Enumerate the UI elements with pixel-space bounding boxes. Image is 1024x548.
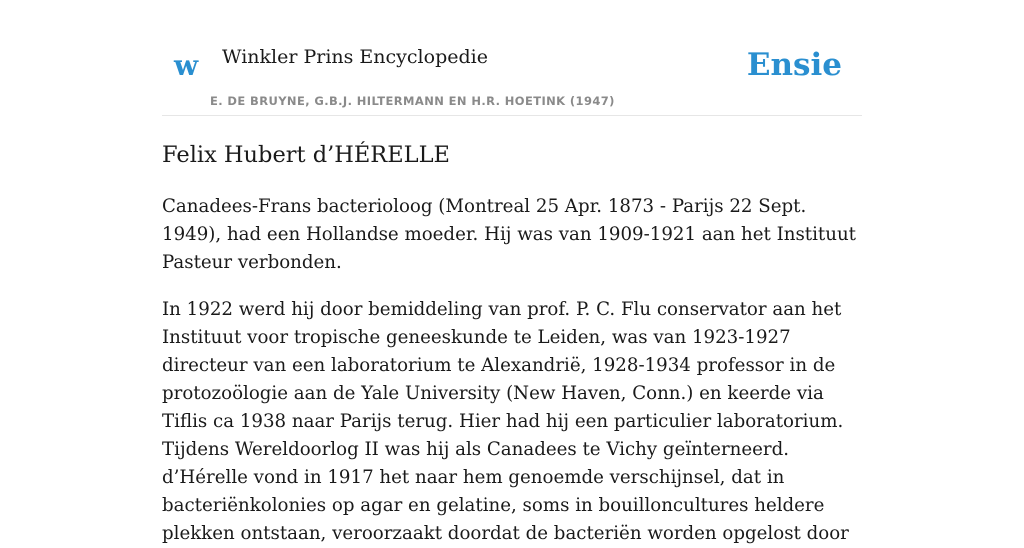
- article-title: Felix Hubert d’HÉRELLE: [162, 142, 450, 168]
- source-header: [162, 0, 862, 116]
- source-authors: E. DE BRUYNE, G.B.J. HILTERMANN EN H.R. HOETINK (1947): [210, 94, 615, 108]
- article-paragraph: In 1922 werd hij door bemiddeling van prof. P. C. Flu conservator aan het Instituut voor tropische geneeskunde te Leiden, was van 1923-1927 directeur van een laboratorium te Alexandrië, 1928-1934 professor in de protozoölogie aan de Yale University (New Haven, Conn.) en keerde via Tiflis ca 1938 naar Parijs terug. Hier had hij een particulier laboratorium. Tijdens Wereldoorlog II was hij als Canadees te Vichy geïnterneerd. d’Hérelle vond in 1917 het naar hem genoemde verschijnsel, dat in bacteriënkolonies op agar en gelatine, soms in bouilloncultures heldere plekken ontstaan, veroorzaakt doordat de bacteriën worden opgelost door: [162, 299, 849, 544]
- ensie-logo-link[interactable]: Ensie: [746, 47, 842, 83]
- source-logo-icon[interactable]: w: [174, 49, 199, 82]
- source-title-link[interactable]: Winkler Prins Encyclopedie: [222, 46, 488, 68]
- page: [162, 0, 862, 548]
- article-paragraph: Canadees-Frans bacterioloog (Montreal 25 Apr. 1873 - Parijs 22 Sept. 1949), had een Hollandse moeder. Hij was van 1909-1921 aan het Instituut Pasteur verbonden.: [162, 196, 856, 273]
